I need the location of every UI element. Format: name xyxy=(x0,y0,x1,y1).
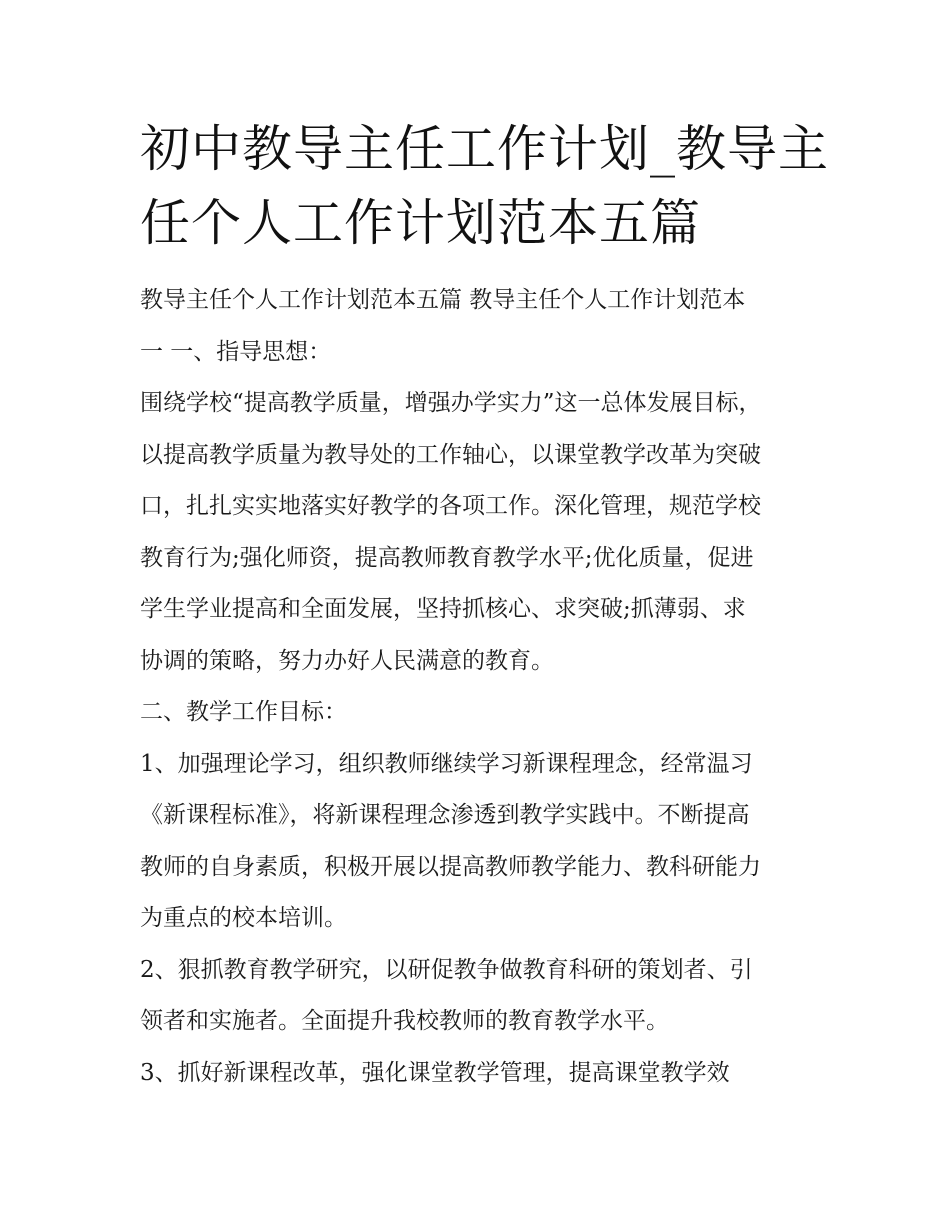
title-line-1: 初中教导主任工作计划_教导主 xyxy=(140,120,829,178)
text-line: 口，扎扎实实地落实好教学的各项工作。深化管理，规范学校 xyxy=(140,493,761,519)
text-line: 学生学业提高和全面发展，坚持抓核心、求突破;抓薄弱、求 xyxy=(140,596,746,622)
text-line: 为重点的校本培训。 xyxy=(140,905,347,931)
text-line: 教师的自身素质，积极开展以提高教师教学能力、教科研能力 xyxy=(140,853,761,880)
text-line: 《新课程标准》，将新课程理念渗透到教学实践中。不断提高 xyxy=(140,802,750,828)
title-line-2: 任个人工作计划范本五篇 xyxy=(140,194,701,252)
text-line: 教导主任个人工作计划范本五篇 教导主任个人工作计划范本 xyxy=(140,287,746,313)
text-line: 协调的策略，努力办好人民满意的教育。 xyxy=(140,647,554,674)
section-heading: 一 一、指导思想： xyxy=(140,338,332,365)
text-line: 教育行为;强化师资，提高教师教育教学水平;优化质量，促进 xyxy=(140,544,754,571)
text-line: 2、狠抓教育教学研究，以研促教争做教育科研的策划者、引 xyxy=(140,956,753,983)
text-line: 领者和实施者。全面提升我校教师的教育教学水平。 xyxy=(140,1008,669,1034)
text-line: 围绕学校“提高教学质量，增强办学实力”这一总体发展目标， xyxy=(140,390,762,416)
section-heading: 二、教学工作目标： xyxy=(140,699,347,725)
text-line: 3、抓好新课程改革，强化课堂教学管理，提高课堂教学效 xyxy=(140,1059,730,1086)
text-line: 1、加强理论学习，组织教师继续学习新课程理念，经常温习 xyxy=(140,750,753,777)
document-body xyxy=(140,275,820,1099)
text-line: 以提高教学质量为教导处的工作轴心，以课堂教学改革为突破 xyxy=(140,441,761,468)
document-title xyxy=(140,112,829,260)
